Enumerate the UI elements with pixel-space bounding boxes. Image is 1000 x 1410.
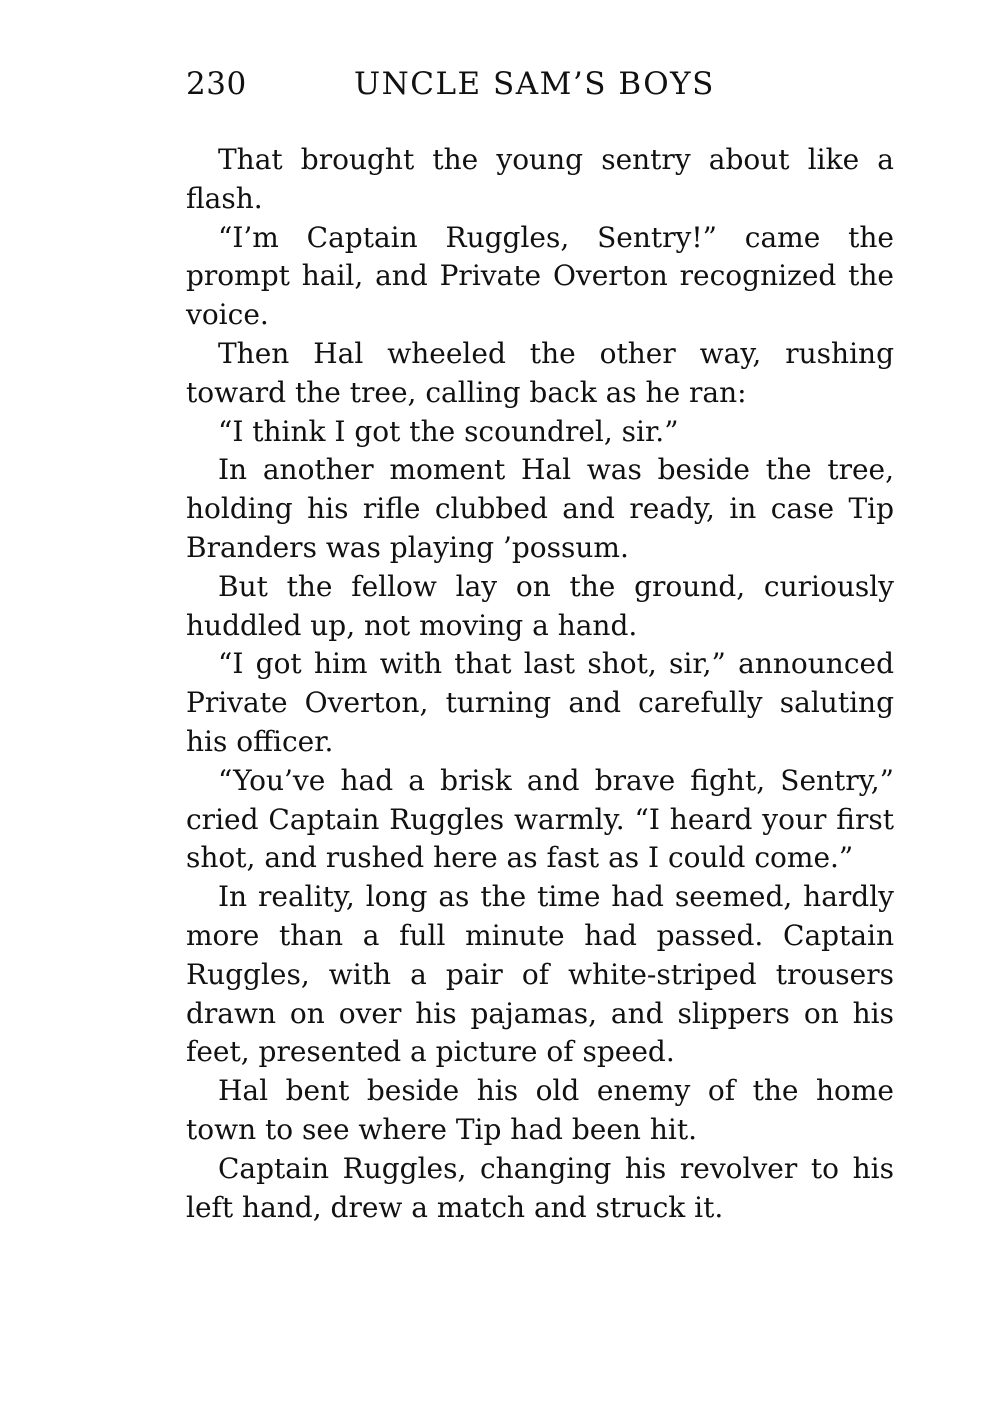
book-title: UNCLE SAM’S BOYS <box>354 66 715 102</box>
paragraph: “You’ve had a brisk and brave fight, Sentry,” cried Captain Ruggles warmly. “I heard your first shot, and rushed here as fast as I could come.” <box>186 763 894 875</box>
paragraph: Then Hal wheeled the other way, rushing toward the tree, calling back as he ran: <box>186 336 894 409</box>
paragraph: That brought the young sentry about like a flash. <box>186 143 894 215</box>
paragraph: Hal bent beside his old enemy of the home town to see where Tip had been hit. <box>186 1074 894 1146</box>
paragraph: “I got him with that last shot, sir,” announced Private Overton, turning and carefully saluting his officer. <box>186 647 894 758</box>
paragraph: Captain Ruggles, changing his revolver to his left hand, drew a match and struck it. <box>186 1151 894 1224</box>
paragraph: “I’m Captain Ruggles, Sentry!” came the prompt hail, and Private Overton recognized the voice. <box>186 220 894 332</box>
running-head <box>186 62 746 106</box>
page-number: 230 <box>186 66 247 102</box>
paragraph: “I think I got the scoundrel, sir.” <box>218 414 679 448</box>
paragraph: In another moment Hal was beside the tree, holding his rifle clubbed and ready, in case Tip Branders was playing ’possum. <box>186 453 894 564</box>
paragraph: In reality, long as the time had seemed, hardly more than a full minute had passed. Captain Ruggles, with a pair of white-striped trousers drawn on over his pajamas, and slippers on his feet, presented a picture of speed. <box>186 880 894 1069</box>
body-text <box>186 141 894 1227</box>
paragraph: But the fellow lay on the ground, curiously huddled up, not moving a hand. <box>186 569 894 642</box>
